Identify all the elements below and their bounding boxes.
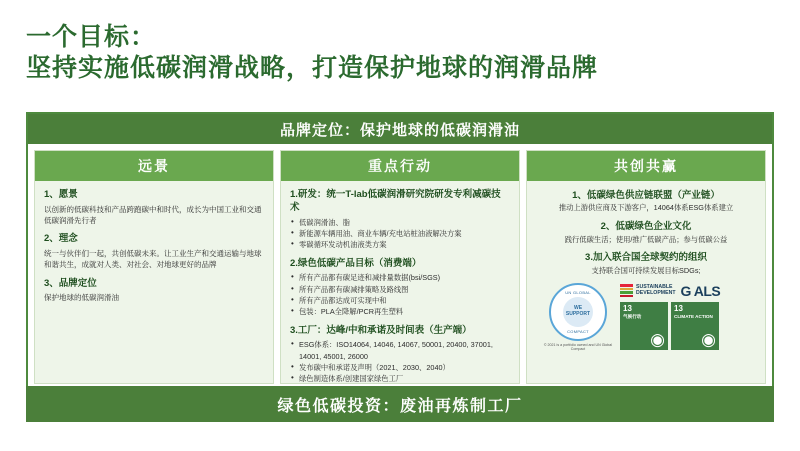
co-creation-item-3-title: 3.加入联合国全球契约的组织 <box>585 252 707 264</box>
page-title <box>26 22 766 85</box>
title-line-2: 坚持实施低碳润滑战略，打造保护地球的润滑品牌 <box>26 54 599 83</box>
vision-section-2 <box>44 233 264 270</box>
sdg-tile-13-cn-number: 13 <box>623 303 632 313</box>
column-vision-body <box>35 181 273 383</box>
list-item: • ESG体系：ISO14064, 14046, 14067, 50001, 20400, 37001, 14001, 45001, 26000 <box>290 339 510 362</box>
ungc-inner-text: WE SUPPORT <box>563 297 593 327</box>
ungc-caption: © 2021 is a portfolio owned and UN Global Compact <box>543 342 613 352</box>
action-section-1-title: 1.研发：统一T-lab低碳润滑研究院研发专利减碳技术 <box>290 189 501 213</box>
un-global-compact-icon <box>549 283 607 341</box>
sdg-goals-word: G ALS <box>680 282 721 299</box>
vision-section-2-text: 统一与伙伴们一起，共创低碳未来。让工业生产和交通运输与地球和谐共生，成就对人类、对社会、对地球更好的品牌 <box>44 249 262 270</box>
co-creation-item-1-title: 1、低碳绿色供应链联盟（产业链） <box>572 190 720 201</box>
sdg-head-line-2: DEVELOPMENT <box>636 289 676 296</box>
green-investment-banner: 绿色低碳投资：废油再炼制工厂 <box>26 386 774 422</box>
column-vision <box>34 150 274 384</box>
action-section-3 <box>290 325 510 383</box>
logos-row <box>536 283 756 352</box>
co-creation-item-2 <box>536 220 756 245</box>
sdg-head-line-1: SUSTAINABLE <box>636 283 673 290</box>
ungc-ring-bottom: COMPACT <box>567 328 589 334</box>
action-section-3-title: 3.工厂：达峰/中和承诺及时间表（生产端） <box>290 324 472 336</box>
column-co-creation-header: 共创共赢 <box>527 151 765 181</box>
action-section-2-list <box>290 272 510 317</box>
sdg-tile-13-cn-name: 气候行动 <box>623 313 642 319</box>
co-creation-item-3-sub: 支持联合国可持续发展目标SDGs; <box>591 265 701 275</box>
list-item: • 绿色制造体系/创建国家绿色工厂 <box>290 373 510 383</box>
sdg-tile-13-en-number: 13 <box>674 303 683 313</box>
column-co-creation-body <box>527 181 765 383</box>
sdg-tile-13-cn <box>620 302 668 350</box>
un-global-compact-logo <box>542 283 614 352</box>
column-key-actions <box>280 150 520 384</box>
co-creation-item-2-title: 2、低碳绿色企业文化 <box>600 221 692 233</box>
ungc-ring-top: UN GLOBAL <box>565 289 591 295</box>
sdg-tiles <box>620 302 750 350</box>
brand-position-banner: 品牌定位：保护地球的低碳润滑油 <box>28 114 772 144</box>
vision-section-3-title: 3、品牌定位 <box>44 277 97 289</box>
vision-section-3-text: 保护地球的低碳润滑油 <box>44 293 119 303</box>
climate-eye-icon: ◉ <box>701 329 716 349</box>
vision-section-2-title: 2、理念 <box>44 233 78 245</box>
list-item: • 零碳循环发动机油液类方案 <box>290 239 510 250</box>
list-item: • 发布碳中和承诺及声明（2021、2030、2040） <box>290 362 510 373</box>
list-item: • 新能源车辆用油、商业车辆/充电站桩油液解决方案 <box>290 228 510 239</box>
column-key-actions-header: 重点行动 <box>281 151 519 181</box>
co-creation-item-3 <box>536 251 756 276</box>
action-section-2 <box>290 258 510 318</box>
vision-section-1-title: 1、愿景 <box>44 189 78 200</box>
list-item: • 所有产品都有碳减排策略及路线图 <box>290 284 510 295</box>
co-creation-item-1-sub: 推动上游供应商及下游客户，14064体系ESG体系建立 <box>558 203 734 213</box>
climate-eye-icon: ◉ <box>650 329 665 349</box>
column-key-actions-body <box>281 181 519 383</box>
sdg-tile-13-en <box>671 302 719 350</box>
list-item: • 包装：PLA全降解/PCR再生塑料 <box>290 306 510 317</box>
co-creation-item-1 <box>536 189 756 214</box>
list-item: • 所有产品都有碳足迹和减排量数据(bsi/SGS) <box>290 272 510 283</box>
action-section-2-title: 2.绿色低碳产品目标（消费端） <box>290 257 422 269</box>
title-line-1: 一个目标： <box>26 23 157 51</box>
list-item: • 低碳润滑油、脂 <box>290 217 510 228</box>
sdg-bars-icon <box>620 284 633 297</box>
column-co-creation <box>526 150 766 384</box>
column-vision-header: 远景 <box>35 151 273 181</box>
list-item: • 所有产品都达成可实现中和 <box>290 295 510 306</box>
columns-container <box>28 144 772 384</box>
content-frame <box>26 112 774 422</box>
sdg-header <box>620 283 750 299</box>
vision-section-1-text: 以创新的低碳科技和产品跨跑碳中和时代，成长为中国工业和交通低碳润滑先行者 <box>44 204 262 226</box>
vision-section-3 <box>44 278 264 304</box>
action-section-3-list <box>290 339 510 383</box>
sdg-tile-13-en-name: CLIMATE ACTION <box>674 313 713 319</box>
sdg-logo <box>620 283 750 350</box>
action-section-1-list <box>290 217 510 251</box>
co-creation-item-2-sub: 践行低碳生活；使用/推广低碳产品；参与低碳公益 <box>564 234 728 244</box>
vision-section-1 <box>44 189 264 226</box>
action-section-1 <box>290 189 510 251</box>
